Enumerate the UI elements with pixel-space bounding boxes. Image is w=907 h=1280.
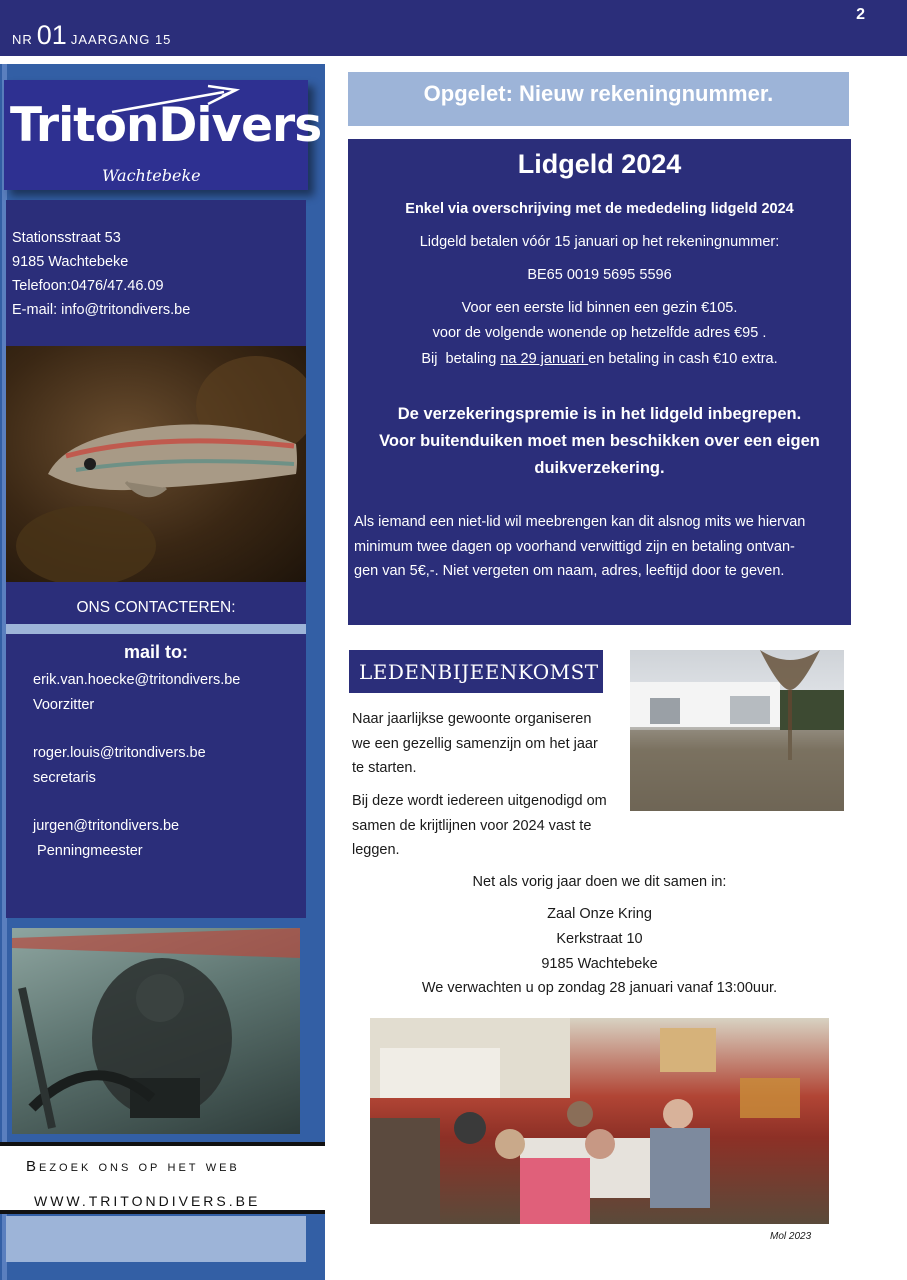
guest-policy-line: gen van 5€,-. Niet vergeten om naam, adres, leeftijd door te geven.	[354, 563, 785, 579]
fee-deadline: Lidgeld betalen vóór 15 januari op het rekeningnummer:	[419, 234, 780, 250]
address-street: Stationsstraat 53	[12, 230, 121, 246]
contact-list	[6, 634, 306, 918]
insurance-own-required-end: duikverzekering.	[534, 459, 665, 477]
meeting-line: te starten.	[352, 760, 417, 776]
mail-to-title: mail to:	[123, 642, 188, 662]
membership-fee-box	[348, 139, 851, 625]
contact-role: Voorzitter	[33, 697, 95, 713]
logo-subtitle: Wachtebeke	[102, 166, 201, 185]
late-payment-suffix: en betaling in cash €10 extra.	[588, 351, 778, 367]
guest-policy	[354, 510, 849, 584]
club-logo	[4, 80, 322, 190]
late-payment-date: na 29 januari	[500, 351, 589, 367]
insurance-included: De verzekeringspremie is in het lidgeld inbegrepen.	[397, 405, 802, 423]
fee-iban: BE65 0019 5695 5596	[527, 267, 672, 283]
venue-name: Zaal Onze Kring	[547, 906, 652, 922]
contact-divider	[6, 624, 306, 634]
logo-name: TritonDivers	[10, 98, 322, 153]
guest-policy-line: minimum twee dagen op voorhand verwittigd zijn en betaling ontvan-	[354, 538, 795, 555]
website-banner	[0, 1142, 325, 1214]
contact-heading: ONS CONTACTEREN:	[6, 582, 306, 624]
website-prompt: Bezoek ons op het web	[26, 1158, 240, 1175]
contact-role: Penningmeester	[33, 843, 143, 859]
meeting-datetime: We verwachten u op zondag 28 januari vanaf 13:00uur.	[421, 980, 778, 996]
meeting-intro-paragraph	[352, 707, 598, 781]
fee-transfer-note: Enkel via overschrijving met de mededeling lidgeld 2024	[405, 201, 794, 217]
address-block	[6, 200, 306, 346]
meeting-line: Bij deze wordt iedereen uitgenodigd om	[352, 793, 607, 809]
fee-late-payment	[348, 351, 851, 367]
issue-info	[12, 22, 171, 49]
venue-street: Kerkstraat 10	[556, 931, 643, 947]
sidebar-footer-block	[6, 1216, 306, 1262]
website-url[interactable]: WWW.TRITONDIVERS.BE	[34, 1193, 261, 1209]
venue-city: 9185 Wachtebeke	[541, 956, 658, 972]
fee-next-member: voor de volgende wonende op hetzelfde adres €95 .	[432, 325, 767, 341]
meeting-invite-paragraph	[352, 789, 607, 863]
contact-email[interactable]: roger.louis@tritondivers.be	[33, 745, 206, 761]
insurance-own-required: Voor buitenduiken moet men beschikken over een eigen	[379, 432, 820, 450]
volume-label: JAARGANG 15	[70, 32, 172, 47]
venue-intro: Net als vorig jaar doen we dit samen in:	[472, 874, 727, 890]
meeting-line: samen de krijtlijnen voor 2024 vast te	[352, 817, 592, 834]
page-number: 2	[856, 6, 865, 23]
issue-prefix: NR	[12, 32, 33, 47]
late-payment-prefix: Bij betaling	[421, 351, 501, 367]
meeting-line: Naar jaarlijkse gewoonte organiseren	[352, 711, 592, 727]
address-phone: Telefoon:0476/47.46.09	[12, 278, 164, 294]
members-meeting-photo	[370, 1018, 829, 1224]
diver-photo	[12, 928, 300, 1134]
top-banner	[0, 0, 907, 56]
account-notice: Opgelet: Nieuw rekeningnummer.	[348, 72, 849, 126]
guest-policy-line: Als iemand een niet-lid wil meebrengen kan dit alsnog mits we hiervan	[354, 514, 806, 530]
contact-role: secretaris	[33, 770, 96, 786]
address-email[interactable]: E-mail: info@tritondivers.be	[12, 302, 191, 318]
meeting-line: we een gezellig samenzijn om het jaar	[352, 735, 598, 752]
fee-title: Lidgeld 2024	[517, 149, 682, 179]
meeting-heading: LEDENBIJEENKOMST	[349, 650, 603, 693]
photo-caption: Mol 2023	[770, 1231, 812, 1242]
contact-email[interactable]: erik.van.hoecke@tritondivers.be	[33, 672, 241, 688]
meeting-line: leggen.	[352, 842, 400, 858]
issue-number: 01	[36, 20, 67, 50]
goby-fish-photo	[6, 346, 306, 582]
clubhouse-photo	[630, 650, 844, 811]
address-city: 9185 Wachtebeke	[12, 254, 129, 270]
fee-first-member: Voor een eerste lid binnen een gezin €105.	[461, 300, 738, 316]
contact-email[interactable]: jurgen@tritondivers.be	[33, 818, 180, 834]
